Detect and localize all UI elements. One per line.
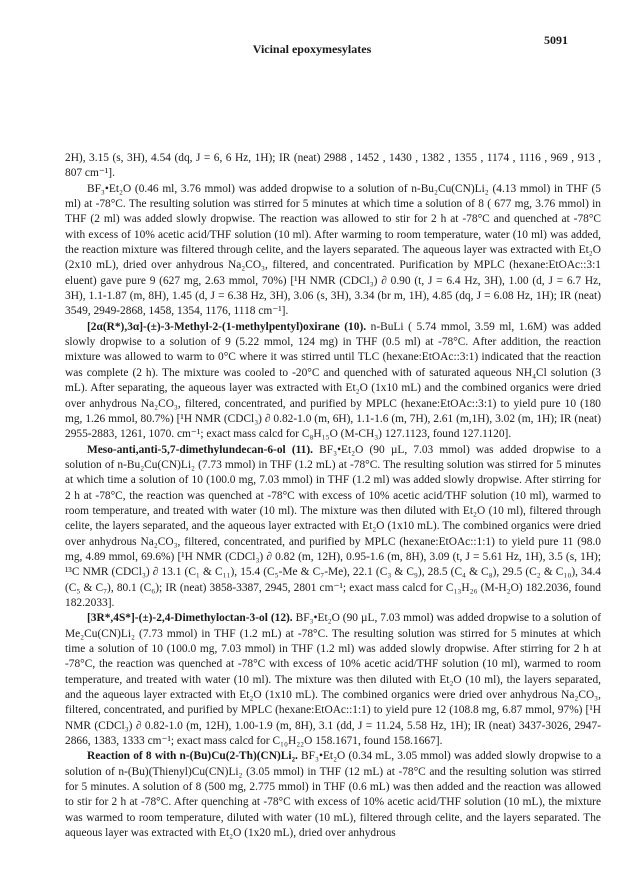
paragraph-text: n-BuLi ( 5.74 mmol, 3.59 ml, 1.6M) was added slowly dropwise to a solution of 9 (5.22 mmol, 124 mg) in THF (0.5 ml) at -78°C. After addition, the reaction mixture was allowed to warm to 0°C where it was stirred until TLC (hexane:EtOAc::3:1) indicated that the reaction was complete (2 h). The mixture was cooled to -20°C and quenched with of saturated aqueous NH₄Cl solution (3 mL). After separating, the aqueous layer was extracted with Et₂O (1x10 mL) and the combined organics were dried over anhydrous Na₂CO₃, filtered, concentrated, and purified by MPLC (hexane:EtOAc::3:1) to yield pure 10 (180 mg, 1.26 mmol, 80.7%) [¹H NMR (CDCl₃) ∂ 0.82-1.0 (m, 6H), 1.1-1.6 (m, 7H), 2.61 (m,1H), 3.02 (m, 1H); IR (neat) 2955-2883, 1261, 1070. cm⁻¹; exact mass calcd for C₈H₁₅O (M-CH₃) 127.1123, found 127.1120]. — [65, 320, 601, 441]
compound-heading: Reaction of 8 with n-(Bu)Cu(2-Th)(CN)Li₂. — [87, 750, 298, 763]
paragraph-reaction-8 — [65, 749, 601, 841]
paragraph-text: BF₃•Et₂O (90 µL, 7.03 mmol) was added dropwise to a solution of n-Bu₂Cu(CN)Li₂ (7.73 mmol) in THF (1.2 mL) at -78°C. The resulting solution was stirred for 5 minutes at which time a solution of 10 (100.0 mg, 7.03 mmol) in THF (1.2 ml) was added slowly dropwise. After stirring for 2 h at -78°C, the reaction was quenched at -78°C with excess of 10% acetic acid/THF solution (10 ml), warmed to room temperature, and treated with water (10 ml). The mixture was then diluted with Et₂O (10 ml), filtered through celite, the layers separated, and the aqueous layer extracted with Et₂O (1x10 mL). The combined organics were dried over anhydrous Na₂CO₃, filtered, concentrated, and purified by MPLC (hexane:EtOAc::1:1) to yield pure 11 (98.0 mg, 4.89 mmol, 69.6%) [¹H NMR (CDCl₃) ∂ 0.82 (m, 12H), 0.95-1.6 (m, 8H), 3.09 (t, J = 5.61 Hz, 1H), 3.5 (s, 1H); ¹³C NMR (CDCl₃) ∂ 13.1 (C₁ & C₁₁), 15.4 (C₅-Me & C₇-Me), 22.1 (C₃ & C₉), 28.5 (C₄ & C₈), 29.5 (C₂ & C₁₀), 34.4 (C₅ & C₇), 80.1 (C₆); IR (neat) 3858-3387, 2945, 2801 cm⁻¹; exact mass calcd for C₁₃H₂₆ (M-H₂O) 182.2036, found 182.2033]. — [65, 443, 601, 609]
paragraph-text: BF₃•Et₂O (0.46 ml, 3.76 mmol) was added dropwise to a solution of n-Bu₂Cu(CN)Li₂ (4.13 mmol) in THF (5 ml) at -78°C. The resulting solution was stirred for 5 minutes at which time a solution of 8 ( 677 mg, 3.76 mmol) in THF (2 ml) was added slowly dropwise. The reaction was allowed to stir for 2 h at -78°C and quenched at -78°C with excess of 10% acetic acid/THF solution (10 ml). After warming to room temperature, water (10 ml) was added, the reaction mixture was filtered through celite, and the layers separated. The aqueous layer was extracted with Et₂O (2x10 mL), dried over anhydrous Na₂CO₃, filtered, and concentrated. Purification by MPLC (hexane:EtOAc::3:1 eluent) gave pure 9 (627 mg, 2.63 mmol, 70%) [¹H NMR (CDCl₃) ∂ 0.90 (t, J = 6.4 Hz, 3H), 1.00 (d, J = 6.7 Hz, 3H), 1.1-1.87 (m, 8H), 1.45 (d, J = 6.38 Hz, 3H), 3.06 (s, 3H), 3.34 (br m, 1H), 4.85 (dq, J = 6.08 Hz, 1H); IR (neat) 3549, 2949-2868, 1458, 1354, 1176, 1118 cm⁻¹]. — [65, 182, 601, 318]
running-head: Vicinal epoxymesylates — [252, 42, 372, 56]
paragraph-text: 2H), 3.15 (s, 3H), 4.54 (dq, J = 6, 6 Hz, 1H); IR (neat) 2988 , 1452 , 1430 , 1382 , 1355 , 1174 , 1116 , 969 , 913 , 807 cm⁻¹]. — [65, 152, 601, 180]
paragraph-text: BF₃•Et₂O (0.34 mL, 3.05 mmol) was added slowly dropwise to a solution of n-(Bu)(Thienyl)Cu(CN)Li₂ (3.05 mmol) in THF (12 mL) at -78°C and the resulting solution was stirred for 5 minutes. A solution of 8 (500 mg, 2.775 mmol) in THF (0.6 mL) was then added and the reaction was allowed to stir for 2 h at -78°C. After quenching at -78°C with excess of 10% acetic acid/THF solution (10 mL), the mixture was warmed to room temperature, diluted with water (10 mL), filtered through celite, and the layers separated. The aqueous layer was extracted with Et₂O (1x20 mL), dried over anhydrous — [65, 750, 601, 840]
compound-heading: Meso-anti,anti-5,7-dimethylundecan-6-ol (11). — [87, 443, 314, 456]
experimental-section — [65, 151, 601, 841]
compound-heading: [2α(R*),3α]-(±)-3-Methyl-2-(1-methylpentyl)oxirane (10). — [87, 320, 367, 333]
paragraph-undecanol-11 — [65, 443, 601, 612]
paragraph-text: BF₃•Et₂O (90 µL, 7.03 mmol) was added dropwise to a solution of Me₂Cu(CN)Li₂ (7.73 mmol) in THF (1.2 mL) at -78°C. The resulting solution was stirred for 5 minutes at which time a solution of 10 (100.0 mg, 7.03 mmol) in THF (1.2 ml) was added slowly dropwise. After stirring for 2 h at -78°C, the reaction was quenched at -78°C with excess of 10% acetic acid/THF solution (10 ml), warmed to room temperature, and treated with water (10 ml). The mixture was then diluted with Et₂O (10 ml), the layers separated, and the aqueous layer extracted with Et₂O (1x10 mL). The combined organics were dried over anhydrous Na₂CO₃, filtered, concentrated, and purified by MPLC (hexane:EtOAc::1:1) to yield pure 12 (108.8 mg, 6.87 mmol, 97%) [¹H NMR (CDCl₃) ∂ 0.82-1.0 (m, 12H), 1.00-1.9 (m, 8H), 3.1 (dd, J = 11.24, 5.58 Hz, 1H); IR (neat) 3437-3026, 2947-2866, 1383, 1333 cm⁻¹; exact mass calcd for C₁₀H₂₂O 158.1671, found 158.1667]. — [65, 612, 601, 748]
paragraph-octanol-12 — [65, 611, 601, 749]
paragraph-oxirane-10 — [65, 320, 601, 443]
page-number: 5091 — [544, 33, 568, 47]
compound-heading: [3R*,4S*]-(±)-2,4-Dimethyloctan-3-ol (12). — [87, 612, 293, 625]
paragraph-mesylate-9 — [65, 182, 601, 320]
paragraph-continuation — [65, 151, 601, 182]
